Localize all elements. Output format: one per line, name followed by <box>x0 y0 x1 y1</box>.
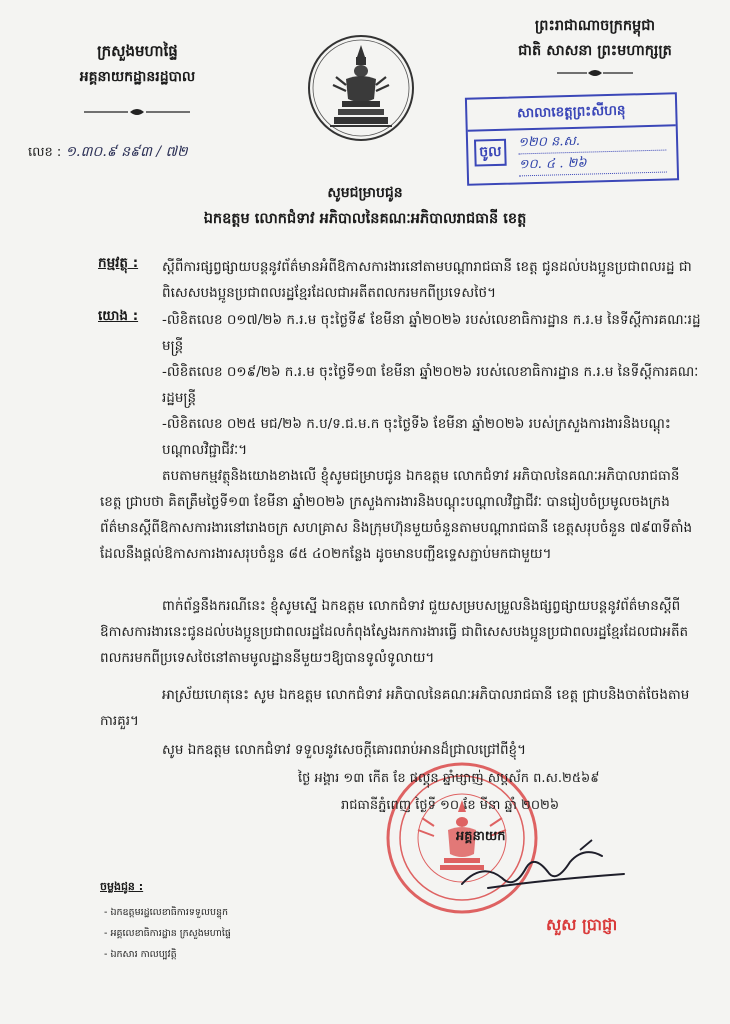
kingdom-header <box>480 14 710 64</box>
reference-line <box>28 142 188 163</box>
stamp-number: ១២០ ន.ស. <box>518 131 666 155</box>
lunar-date: ថ្ងៃ អង្គារ ១៣ កើត ខែ ផល្គុន ឆ្នាំម្សាញ់ សប្តស័ក ព.ស.២៥៦៩ <box>298 771 600 786</box>
stamp-date: ១០. ៤ . ២៦ <box>518 153 666 177</box>
national-motto: ជាតិ សាសនា ព្រះមហាក្សត្រ <box>518 43 672 59</box>
reference-item: -លិខិតលេខ ០១៧/២៦ ក.រ.ម ចុះថ្ងៃទី៩ ខែមីនា ឆ្នាំ២០២៦ របស់លេខាធិការដ្ឋាន ក.រ.ម នៃទីស្តីការគណៈរដ្ឋមន្ត្រី <box>162 312 701 354</box>
reference-number: ១.៣០.៩ ន៩៣ / ៧២ <box>65 144 188 160</box>
references-list <box>162 307 702 463</box>
subject-label: កម្មវត្ថុ : <box>98 255 139 271</box>
body-paragraph-2: ពាក់ព័ន្ធនឹងករណីនេះ ខ្ញុំសូមស្នើ ឯកឧត្តម លោកជំទាវ ជួយសម្របសម្រួលនិងផ្សព្វផ្សាយបន្តនូវព័ត៌មានស្តីពីឱកាសការងារនេះជូនដល់បងប្អូនប្រជាពលរដ្ឋដែលកំពុងស្វែងរកការងារធ្វើ ជាពិសេសបងប្អូនប្រជាពលរដ្ឋខ្មែរដែលជាអតីតពលករមកពីប្រទេសថៃនៅតាមមូលដ្ឋាននីមួយៗឱ្យបានទូលំទូលាយ។ <box>100 598 689 666</box>
copies-title: ចម្លងជូន : <box>100 880 144 893</box>
body-paragraph-3: អាស្រ័យហេតុនេះ សូម ឯកឧត្តម លោកជំទាវ អភិបាលនៃគណៈអភិបាលរាជធានី ខេត្ត ជ្រាបនិងចាត់ចែងតាមការគួរ។ <box>100 687 690 729</box>
department-name: អគ្គនាយកដ្ឋានរដ្ឋបាល <box>79 69 196 85</box>
references-label: យោង : <box>98 308 139 324</box>
copy-recipient: - ឯកសារ កាលប្បវត្តិ <box>104 944 231 965</box>
signatory-title: អគ្គនាយក <box>456 829 506 844</box>
body-paragraph-4: សូម ឯកឧត្តម លោកជំទាវ ទទួលនូវសេចក្តីគោរពរាប់អានដ៏ជ្រាលជ្រៅពីខ្ញុំ។ <box>162 742 527 758</box>
royal-emblem-icon <box>306 33 416 143</box>
copy-recipient: - អគ្គលេខាធិការដ្ឋាន ក្រសួងមហាផ្ទៃ <box>104 923 231 944</box>
subject-text: ស្តីពីការផ្សព្វផ្សាយបន្តនូវព័ត៌មានអំពីឱកាសការងារនៅតាមបណ្តារាជធានី ខេត្ត ជូនដល់បងប្អូនប្រជាពលរដ្ឋ ជាពិសេសបងប្អូនប្រជាពលរដ្ឋខ្មែរដែលជាអតីតពលករមកពីប្រទេសថៃ។ <box>162 259 692 301</box>
ministry-header <box>30 38 245 90</box>
ministry-name: ក្រសួងមហាផ្ទៃ <box>97 42 178 60</box>
reference-item: -លិខិតលេខ ០២៥ មជ/២៦ ក.ប/ទ.ជ.ម.ក ចុះថ្ងៃទី៦ ខែមីនា ឆ្នាំ២០២៦ របស់ក្រសួងការងារនិងបណ្តុះបណ្តាលវិជ្ជាជីវៈ។ <box>162 416 671 458</box>
reference-label: លេខ : <box>28 145 62 160</box>
reference-item: -លិខិតលេខ ០១៩/២៦ ក.រ.ម ចុះថ្ងៃទី១៣ ខែមីនា ឆ្នាំ២០២៦ របស់លេខាធិការដ្ឋាន ក.រ.ម នៃទីស្តីការគណៈរដ្ឋមន្ត្រី <box>162 364 699 406</box>
solar-date: រាជធានីភ្នំពេញ ថ្ងៃទី ១០ ខែ មីនា ឆ្នាំ ២០២៦ <box>341 798 560 813</box>
kingdom-name: ព្រះរាជាណាចក្រកម្ពុជា <box>534 18 656 34</box>
signatory-name: សួស ប្រាជ្ញា <box>546 915 618 934</box>
motto-ornament <box>555 68 635 78</box>
stamp-office: សាលាខេត្តព្រះសីហនុ <box>467 94 676 131</box>
handwritten-signature <box>452 832 632 902</box>
received-stamp <box>465 92 679 186</box>
body-paragraph-1: តបតាមកម្មវត្ថុនិងយោងខាងលើ ខ្ញុំសូមជម្រាបជូន ឯកឧត្តម លោកជំទាវ អភិបាលនៃគណៈអភិបាលរាជធានី ខេត្ត ជ្រាបថា គិតត្រឹមថ្ងៃទី១៣ ខែមីនា ឆ្នាំ២០២៦ ក្រសួងការងារនិងបណ្តុះបណ្តាលវិជ្ជាជីវៈ បានរៀបចំប្រមូលចងក្រងព័ត៌មានស្តីពីឱកាសការងារនៅរោងចក្រ សហគ្រាស និងក្រុមហ៊ុនមួយចំនួនតាមបណ្តារាជធានី ខេត្តសរុបចំនួន ៧៩៣ទីតាំង ដែលនឹងផ្តល់ឱកាសការងារសរុបចំនួន ៨៥ ៤០២កន្លែង ដូចមានបញ្ជីឧទ្ទេសភ្ជាប់មកជាមួយ។ <box>100 468 693 562</box>
copy-recipient: - ឯកឧត្តមរដ្ឋលេខាធិការទទួលបន្ទុក <box>104 902 231 923</box>
stamp-in-label: ចូល <box>474 139 507 167</box>
salutation: សូមជម្រាបជូន <box>327 185 403 201</box>
addressee: ឯកឧត្តម លោកជំទាវ អភិបាលនៃគណៈអភិបាលរាជធានី ខេត្ត <box>203 211 527 227</box>
copies-list <box>104 902 231 965</box>
ornament-divider <box>82 107 192 117</box>
